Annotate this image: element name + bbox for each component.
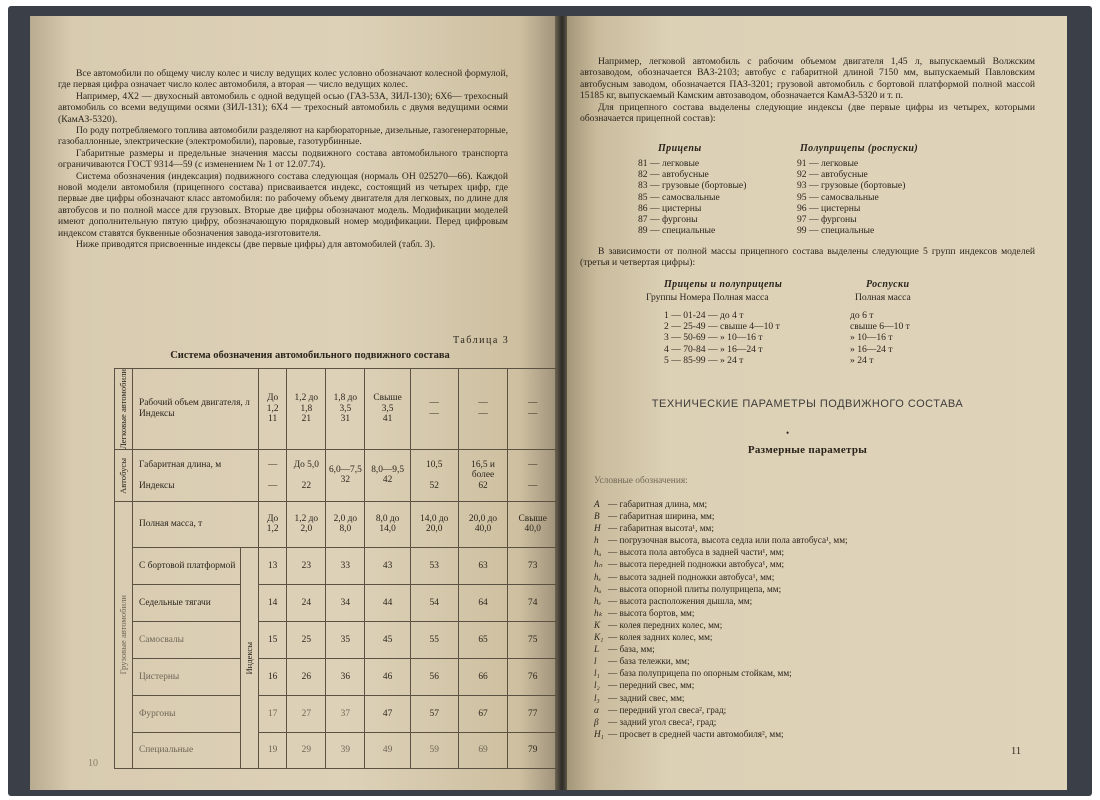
list-item: 5 — 85-99 — » 24 т <box>664 354 744 366</box>
cell-value: — <box>267 459 278 470</box>
table-cell: 25 <box>287 621 326 658</box>
mass-cols-left: Группы Номера Полная масса <box>646 292 769 303</box>
definition: — база полуприцепа по опорным стойкам, мм; <box>608 668 792 679</box>
paragraph: Например, легковой автомобиль с рабочим объемом двигателя 1,45 л, выпускаемый Волжским автозаводом, обозначается ВАЗ-2103; автобус с габаритной длиной 7150 мм, выпускаемый Павловским автобусным заводом, обозначается ПАЗ-3201; грузовой автомобиль с бортовой платформой полной массой 15185 кг, выпускаемый Камским автозаводом, обозначается КамАЗ-5320 и т. п. <box>580 56 1035 102</box>
cell-value: 16,5 и более <box>471 459 495 481</box>
row-label: С бортовой платформой <box>133 547 241 584</box>
list-item: 4 — 70-84 — » 16—24 т <box>664 343 763 355</box>
list-item <box>594 558 848 570</box>
group-cell <box>115 449 133 501</box>
list-item <box>594 522 848 534</box>
group-cell <box>115 501 133 768</box>
table-cell: 20,0 до 40,0 <box>458 501 508 547</box>
cell-index: 11 <box>268 414 278 425</box>
table-cell: 63 <box>458 547 508 584</box>
row-label: Специальные <box>133 732 241 768</box>
cell-value: 6,0—7,5 <box>328 464 362 475</box>
cell-index: 22 <box>301 480 311 491</box>
left-page-text <box>58 68 508 251</box>
definition: — высота опорной плиты полуприцепа, мм; <box>608 583 782 594</box>
list-item <box>594 534 848 546</box>
list-item <box>594 643 848 655</box>
table-cell: 19 <box>259 732 287 768</box>
symbol: l₂ <box>594 680 600 691</box>
cell-value: — <box>528 459 538 470</box>
table-cell: 57 <box>410 695 458 732</box>
symbol: K₁ <box>594 632 604 643</box>
group-label: Автобусы <box>118 457 128 494</box>
table-cell: 17 <box>259 695 287 732</box>
definition: — габаритная ширина, мм; <box>608 511 715 522</box>
mass-groups-list <box>664 310 780 366</box>
list-item: 1 — 01-24 — до 4 т <box>664 310 744 321</box>
cell-index: 52 <box>429 480 439 491</box>
definition: — высота пола автобуса в задней части¹, мм; <box>608 547 785 558</box>
paragraph: Габаритные размеры и предельные значения массы подвижного состава автомобильного транспорта ограничиваются ГОСТ 9314—59 (с изменением № 1 от 12.07.74). <box>58 147 508 171</box>
table-cell <box>410 449 458 501</box>
definition: — задний угол свеса², град; <box>608 716 717 727</box>
table-cell: 55 <box>410 621 458 658</box>
table-cell: 65 <box>458 621 508 658</box>
table-cell: 13 <box>259 547 287 584</box>
list-item <box>594 607 848 619</box>
index-group-cell <box>241 547 259 768</box>
list-item <box>594 595 848 607</box>
paragraph: По роду потребляемого топлива автомобили разделяют на карбюраторные, дизельные, газогенераторные, газобаллонные, электрические (электромобили), паровые, газотурбинные. <box>58 125 508 148</box>
semitrailers-list <box>797 158 905 236</box>
list-item <box>594 667 848 679</box>
list-item: 87 — фургоны <box>638 214 698 226</box>
trailers-header: Прицепы <box>658 143 702 154</box>
symbol: h <box>594 535 599 546</box>
table-cell: Свыше 40,0 <box>508 501 558 547</box>
table-title: Система обозначения автомобильного подвижного состава <box>170 350 450 361</box>
table-row <box>115 449 558 501</box>
table-row <box>115 621 558 658</box>
table-cell: 14 <box>259 584 287 621</box>
decorative-dot: • <box>786 428 790 438</box>
list-item: 86 — цистерны <box>638 202 702 214</box>
cell-value: 1,2 до 1,8 <box>294 393 319 414</box>
table-cell: 43 <box>365 547 410 584</box>
symbol: hₐ <box>594 547 602 558</box>
table-cell: 14,0 до 20,0 <box>410 501 458 547</box>
table-row <box>115 369 558 450</box>
table-cell <box>458 449 508 501</box>
table-cell: 8,0 до 14,0 <box>365 501 410 547</box>
table-cell: 54 <box>410 584 458 621</box>
trailers-list <box>638 158 746 236</box>
table-row <box>115 732 558 768</box>
definition: — высота бортов, мм; <box>608 607 695 618</box>
row-label: Фургоны <box>133 695 241 732</box>
table-cell: До 1,2 <box>259 501 287 547</box>
parameter-list <box>594 498 848 740</box>
list-item: » 16—24 т <box>850 343 893 355</box>
table-cell <box>458 369 508 450</box>
definition: — база тележки, мм; <box>608 656 690 667</box>
mass-rospuski-list <box>850 310 910 366</box>
mass-header-left: Прицепы и полуприцепы <box>664 279 783 290</box>
symbol: hₙ <box>594 559 603 570</box>
cell-value: До 5,0 <box>293 459 319 470</box>
cell-index: 31 <box>340 414 351 425</box>
cell-index: — <box>478 408 488 419</box>
symbol: B <box>594 511 600 522</box>
table-cell <box>259 449 287 501</box>
section-heading: ТЕХНИЧЕСКИЕ ПАРАМЕТРЫ ПОДВИЖНОГО СОСТАВА <box>651 398 964 410</box>
table-cell: 16 <box>259 658 287 695</box>
symbol: L <box>594 644 600 655</box>
table-cell <box>508 449 558 501</box>
list-item <box>594 619 848 631</box>
cell-value: — <box>478 398 488 409</box>
table-cell: 77 <box>508 695 558 732</box>
list-item <box>594 704 848 716</box>
symbol: l <box>594 656 597 667</box>
definition: — задний свес, мм; <box>608 692 685 703</box>
definition: — колея задних колес, мм; <box>608 632 713 643</box>
paragraph: Все автомобили по общему числу колес и числу ведущих колес условно обозначают колесной формулой, где первая цифра означает число колес автомобиля, а вторая — число ведущих колес. <box>58 68 508 91</box>
symbol: hₑ <box>594 595 602 606</box>
table-cell: 36 <box>326 658 365 695</box>
symbol: hₓ <box>594 571 602 582</box>
table-cell: 67 <box>458 695 508 732</box>
definition: — база, мм; <box>608 644 655 655</box>
list-item: 91 — легковые <box>797 158 859 169</box>
table-row <box>115 658 558 695</box>
table-cell: 27 <box>287 695 326 732</box>
cell-index: — <box>429 408 439 419</box>
table-cell: 15 <box>259 621 287 658</box>
definition: — габаритная высота¹, мм; <box>608 523 714 534</box>
list-item <box>594 655 848 667</box>
cell-value: 1,8 до 3,5 <box>333 393 358 414</box>
table-cell: 37 <box>326 695 365 732</box>
param-cell: Полная масса, т <box>133 501 259 547</box>
list-item <box>594 679 848 691</box>
table-cell: 76 <box>508 658 558 695</box>
table-cell: 35 <box>326 621 365 658</box>
row-label: Самосвалы <box>133 621 241 658</box>
list-item <box>594 728 848 740</box>
definition: — высота передней подножки автобуса¹, мм; <box>608 559 785 570</box>
table-cell: 45 <box>365 621 410 658</box>
list-item <box>594 692 848 704</box>
table-cell <box>365 369 410 450</box>
list-item <box>594 631 848 643</box>
table-cell <box>508 369 558 450</box>
list-item <box>594 498 848 510</box>
definition: — передний свес, мм; <box>608 680 695 691</box>
cell-index: 42 <box>382 475 393 486</box>
table-cell: 73 <box>508 547 558 584</box>
cell-index: 41 <box>382 414 393 425</box>
symbol: A <box>594 499 600 509</box>
paragraph: Система обозначения (индексация) подвижного состава следующая (нормаль ОН 025270—66). Каждой новой модели автомобиля (прицепного состава) присваивается индекс, состоящий из четырех цифр, где первые две цифры обозначают класс автомобиля: по рабочему объему двигателя для легковых, по длине для автобусов и по полной массе для грузовых. Вторые две цифры обозначают модель. Модификации моделей имеют дополнительную пятую цифру, обозначающую порядковый номер модификации. Перед цифровым индексом ставятся буквенные обозначения завода-изготовителя. <box>58 170 508 239</box>
table-cell: 26 <box>287 658 326 695</box>
cell-index: 21 <box>301 414 311 425</box>
cell-value: — <box>429 398 439 409</box>
list-item: 3 — 50-69 — » 10—16 т <box>664 332 763 344</box>
param-cell <box>133 449 259 501</box>
definition: — высота расположения дышла, мм; <box>608 595 753 606</box>
table-cell: 47 <box>365 695 410 732</box>
list-item <box>594 546 848 558</box>
group-label: Грузовые автомобили <box>118 595 128 675</box>
table-cell: 69 <box>458 732 508 768</box>
definition: — высота задней подножки автобуса¹, мм; <box>608 571 775 582</box>
symbol: α <box>594 704 599 715</box>
table-cell: 1,2 до 2,0 <box>287 501 326 547</box>
cell-index: — <box>267 480 278 491</box>
cell-index: 32 <box>340 475 351 486</box>
table-cell: 49 <box>365 732 410 768</box>
list-item <box>594 571 848 583</box>
list-item: 92 — автобусные <box>797 169 868 181</box>
table-row <box>115 695 558 732</box>
list-item: 97 — фургоны <box>797 214 857 226</box>
table-cell: 34 <box>326 584 365 621</box>
list-item: 83 — грузовые (бортовые) <box>638 180 747 192</box>
symbol: l₁ <box>594 668 600 679</box>
cell-value: 8,0—9,5 <box>371 464 404 475</box>
table-cell: 44 <box>365 584 410 621</box>
table-cell: 46 <box>365 658 410 695</box>
table-cell <box>365 449 410 501</box>
cell-index: 62 <box>478 480 488 491</box>
table-cell: 53 <box>410 547 458 584</box>
list-item: 93 — грузовые (бортовые) <box>797 180 906 192</box>
definition: — габаритная длина, мм; <box>608 499 708 509</box>
symbol: hₒ <box>594 583 602 594</box>
list-item: 85 — самосвальные <box>638 191 720 203</box>
table-row <box>115 501 558 547</box>
list-item <box>594 510 848 522</box>
index-label: Индексы <box>139 480 175 491</box>
list-item <box>594 583 848 595</box>
index-table <box>114 368 558 769</box>
right-page-text <box>580 56 1035 124</box>
table-cell: 75 <box>508 621 558 658</box>
index-label: Индексы <box>139 408 175 419</box>
definition: — просвет в средней части автомобиля², мм; <box>608 728 784 739</box>
param-cell <box>133 369 259 450</box>
table-cell: 39 <box>326 732 365 768</box>
table-cell: 56 <box>410 658 458 695</box>
definition: — погрузочная высота, высота седла или пола автобуса¹, мм; <box>608 535 848 546</box>
cell-value: — <box>528 398 538 409</box>
table-cell: 64 <box>458 584 508 621</box>
param-label: Габаритная длина, м <box>139 459 222 470</box>
cell-index: — <box>528 408 538 419</box>
row-label: Седельные тягачи <box>133 584 241 621</box>
table-cell <box>326 449 365 501</box>
semitrailers-header: Полуприцепы (роспуски) <box>800 143 919 154</box>
list-item: 82 — автобусные <box>638 169 709 181</box>
table-cell: 33 <box>326 547 365 584</box>
mass-cols-right: Полная масса <box>855 292 911 303</box>
list-item: 2 — 25-49 — свыше 4—10 т <box>664 321 780 333</box>
list-item: 81 — легковые <box>638 158 700 169</box>
symbol: H <box>594 523 601 534</box>
list-item <box>594 716 848 728</box>
cell-value: 10,5 <box>426 459 443 470</box>
table-cell <box>287 369 326 450</box>
paragraph: Для прицепного состава выделены следующие индексы (две первые цифры из четырех, которыми обозначается прицепной состав): <box>580 101 1035 125</box>
table-cell <box>326 369 365 450</box>
row-label: Цистерны <box>133 658 241 695</box>
symbol: l₃ <box>594 692 600 703</box>
table-cell: 2,0 до 8,0 <box>326 501 365 547</box>
cell-value: Свыше 3,5 <box>373 393 402 414</box>
group-label: Легковые автомобили <box>118 369 128 449</box>
list-item: свыше 6—10 т <box>850 321 910 333</box>
cell-index: — <box>528 480 538 491</box>
mass-header-right: Роспуски <box>866 279 910 290</box>
page-number: 11 <box>1011 746 1022 757</box>
page-number: 10 <box>88 758 98 769</box>
list-item: до 6 т <box>850 310 874 321</box>
table-cell <box>410 369 458 450</box>
table-cell <box>259 369 287 450</box>
group-cell <box>115 369 133 450</box>
list-item: 95 — самосвальные <box>797 191 879 203</box>
index-group-label: Индексы <box>244 641 254 675</box>
paragraph: Ниже приводятся присвоенные индексы (две первые цифры) для автомобилей (табл. 3). <box>76 239 436 251</box>
paragraph: В зависимости от полной массы прицепного состава выделены следующие 5 групп индексов моделей (третья и четвертая цифры): <box>580 246 1035 269</box>
table-cell: 66 <box>458 658 508 695</box>
param-label: Рабочий объем двигателя, л <box>139 398 250 409</box>
notation-label: Условные обозначения: <box>594 476 688 486</box>
paragraph: Например, 4Х2 — двухосный автомобиль с одной ведущей осью (ГАЗ-53А, ЗИЛ-130); 6Х6— трехосный автомобиль со всеми ведущими осями (ЗИЛ-131); 6Х4 — трехосный автомобиль с двумя ведущими осями (КамАЗ-5320). <box>58 90 508 125</box>
table-cell: 24 <box>287 584 326 621</box>
list-item: » 24 т <box>850 354 874 366</box>
symbol: β <box>594 716 599 727</box>
right-page-text-2 <box>580 246 1035 269</box>
list-item: » 10—16 т <box>850 332 893 344</box>
subsection-heading: Размерные параметры <box>747 444 868 456</box>
table-cell: 74 <box>508 584 558 621</box>
table-cell: 23 <box>287 547 326 584</box>
definition: — колея передних колес, мм; <box>608 619 723 630</box>
definition: — передний угол свеса², град; <box>608 704 727 715</box>
list-item: 96 — цистерны <box>797 202 861 214</box>
table-row <box>115 547 558 584</box>
table-cell: 79 <box>508 732 558 768</box>
table-cell <box>287 449 326 501</box>
table-cell: 29 <box>287 732 326 768</box>
list-item: 89 — специальные <box>638 225 716 237</box>
list-item: 99 — специальные <box>797 225 875 237</box>
table-caption: Таблица 3 <box>453 335 510 346</box>
symbol: hₖ <box>594 607 603 618</box>
symbol: K <box>594 619 601 630</box>
table-row <box>115 584 558 621</box>
table-cell: 59 <box>410 732 458 768</box>
symbol: H₁ <box>594 728 604 739</box>
cell-value: До 1,2 <box>266 393 279 414</box>
